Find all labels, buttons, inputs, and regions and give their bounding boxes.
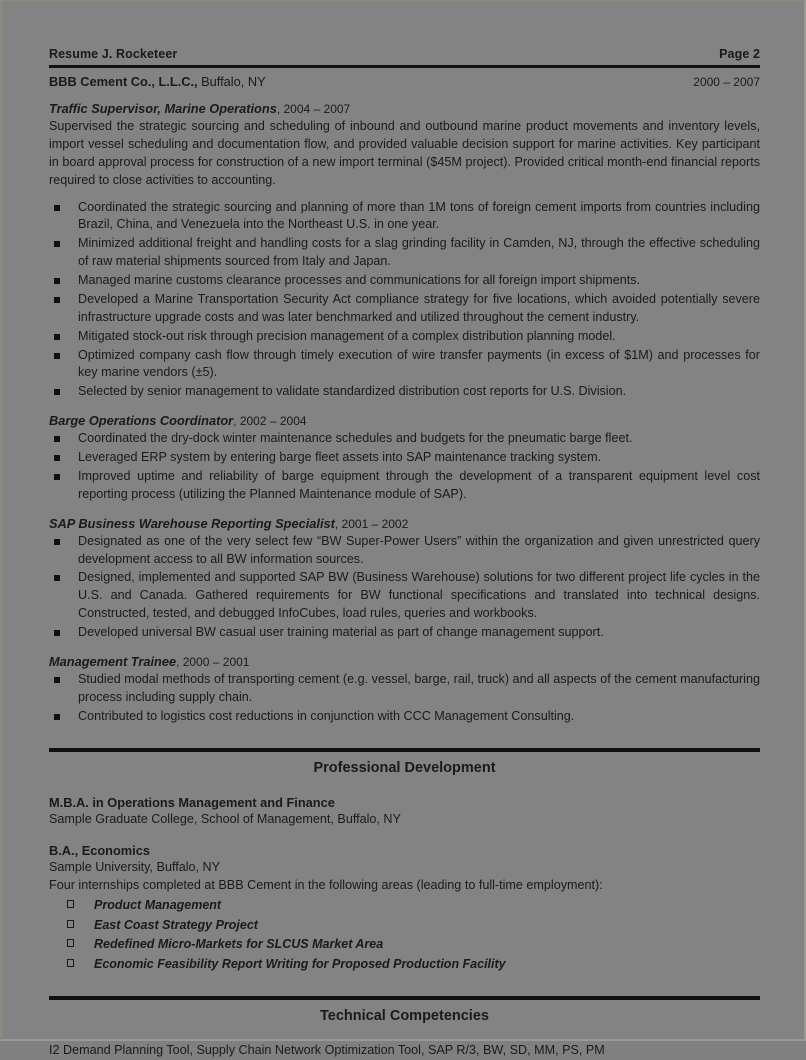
job-title: [49, 516, 760, 531]
company-name-text: BBB Cement Co., L.L.C.,: [49, 74, 198, 89]
job-entry: [49, 413, 760, 504]
job-title: [49, 654, 760, 669]
education-entry: [49, 794, 760, 829]
bullet-item: Selected by senior management to validate standardized distribution cost reports for U.S. Division.: [49, 383, 760, 401]
education-degree: B.A., Economics: [49, 843, 150, 859]
bullet-item: Developed universal BW casual user training material as part of change management support.: [49, 624, 760, 642]
education-degree: M.B.A. in Operations Management and Finance: [49, 794, 335, 810]
job-title: [49, 101, 760, 116]
job-entry: [49, 101, 760, 401]
internship-item: Economic Feasibility Report Writing for Proposed Production Facility: [49, 955, 760, 975]
job-title-text: Barge Operations Coordinator: [49, 413, 234, 429]
header-resume-title: Resume J. Rocketeer: [49, 47, 178, 61]
bullet-item: Leveraged ERP system by entering barge fleet assets into SAP maintenance tracking system.: [49, 449, 760, 467]
education-entry: [49, 842, 760, 974]
job-dates: , 2000 – 2001: [176, 654, 250, 669]
document-header: [49, 47, 760, 64]
job-bullet-list: [49, 430, 760, 504]
bullet-item: Studied modal methods of transporting cement (e.g. vessel, barge, rail, truck) and all aspects of the cement manufacturing process including supply chain.: [49, 671, 760, 707]
internship-item: Redefined Micro-Markets for SLCUS Market Area: [49, 935, 760, 955]
job-dates: , 2004 – 2007: [276, 102, 351, 116]
internship-item: Product Management: [49, 896, 760, 916]
company-name: [49, 74, 266, 89]
job-title-text: Traffic Supervisor, Marine Operations: [49, 101, 277, 116]
technical-competencies-body: I2 Demand Planning Tool, Supply Chain Network Optimization Tool, SAP R/3, BW, SD, MM, PS, PM: [49, 1043, 605, 1058]
internship-note: Four internships completed at BBB Cement in the following areas (leading to full-time employment):: [49, 877, 603, 892]
company-dates: 2000 – 2007: [693, 75, 760, 89]
bullet-item: Coordinated the dry-dock winter maintenance schedules and budgets for the pneumatic barge fleet.: [49, 430, 760, 448]
job-bullet-list: [49, 533, 760, 642]
bullet-item: Developed a Marine Transportation Security Act compliance strategy for five locations, which avoided potentially severe infrastructure upgrade costs and was later benchmarked and utilized throughout the cement industry.: [49, 291, 760, 327]
job-bullet-list: [49, 671, 760, 726]
bullet-item: Optimized company cash flow through timely execution of wire transfer payments (in excess of $1M) and processes for key marine vendors (±5).: [49, 347, 760, 383]
bullet-item: Coordinated the strategic sourcing and planning of more than 1M tons of foreign cement imports from countries including Brazil, China, and Venezuela into the Northeast U.S. in one year.: [49, 199, 760, 235]
company-location: Buffalo, NY: [197, 74, 266, 89]
bullet-item: Contributed to logistics cost reductions in conjunction with CCC Management Consulting.: [49, 708, 760, 726]
bullet-item: Designed, implemented and supported SAP BW (Business Warehouse) solutions for two different project life cycles in the U.S. and Canada. Gathered requirements for BW functional specifications and translated into technical designs. Constructed, tested, and debugged InfoCubes, load rules, queries and workbooks.: [49, 569, 760, 623]
section-title-professional-development: Professional Development: [313, 759, 496, 776]
job-dates: , 2001 – 2002: [334, 516, 409, 531]
job-dates: , 2002 – 2004: [233, 414, 307, 429]
bullet-item: Managed marine customs clearance processes and communications for all foreign import shipments.: [49, 272, 760, 290]
professional-development-section: [49, 748, 760, 975]
job-title: [49, 413, 760, 428]
job-entry: [49, 516, 760, 642]
header-page-number: Page 2: [719, 47, 760, 61]
technical-competencies-section: [49, 996, 760, 1060]
internship-item: East Coast Strategy Project: [49, 916, 760, 936]
education-school: Sample Graduate College, School of Management, Buffalo, NY: [49, 811, 401, 826]
bullet-item: Improved uptime and reliability of barge equipment through the development of a transparent equipment level cost reporting process (utilizing the Planned Maintenance module of SAP).: [49, 468, 760, 504]
resume-content: [49, 47, 760, 1060]
bullet-item: Minimized additional freight and handling costs for a slag grinding facility in Camden, NJ, through the effective scheduling of raw material shipments sourced from Italy and Japan.: [49, 235, 760, 271]
company-row: [49, 68, 760, 89]
bullet-item: Designated as one of the very select few “BW Super-Power Users” within the organization and given unrestricted query development access to all BW information sources.: [49, 533, 760, 569]
bullet-item: Mitigated stock-out risk through precision management of a complex distribution planning model.: [49, 328, 760, 346]
education-school: Sample University, Buffalo, NY: [49, 860, 221, 875]
section-title-technical-competencies: Technical Competencies: [320, 1008, 489, 1025]
job-bullet-list: [49, 199, 760, 402]
job-entry: [49, 654, 760, 726]
internship-list: [49, 896, 760, 974]
job-summary: Supervised the strategic sourcing and scheduling of inbound and outbound marine product movements and inventory levels, import vessel scheduling and documentation flow, and provided valuable decision support for marine activities. Key participant in board approval process for construction of a new import terminal ($45M project). Provided critical month-end financial reports required to close activities to accounting.: [49, 119, 760, 187]
job-title-text: Management Trainee: [49, 653, 177, 669]
job-title-text: SAP Business Warehouse Reporting Specialist: [49, 515, 335, 531]
